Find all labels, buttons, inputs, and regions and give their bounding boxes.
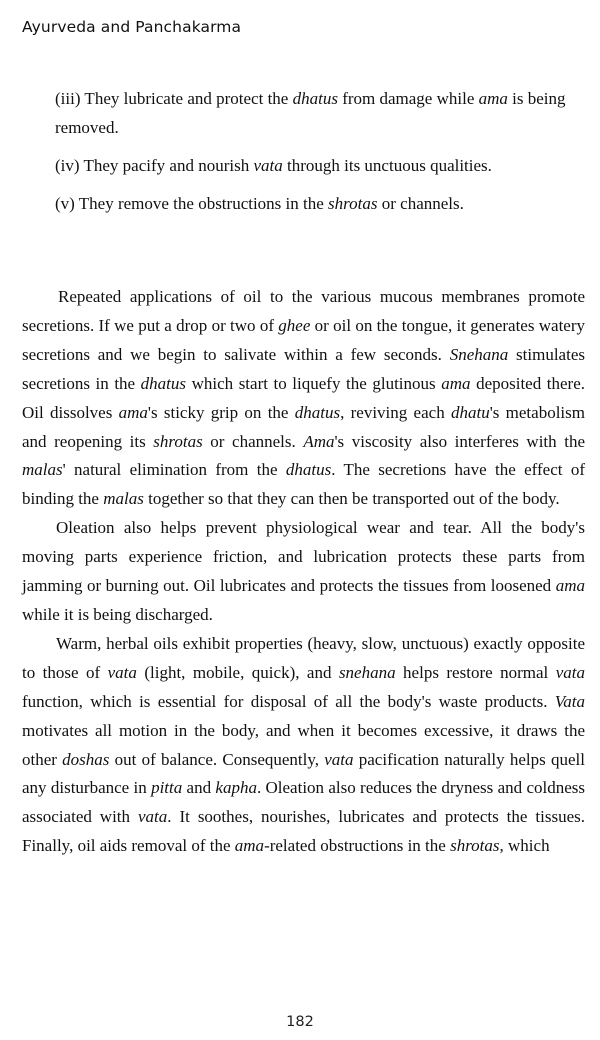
italic-term: dhatus [140,373,187,393]
italic-term: doshas [62,749,110,769]
italic-term: Vata [554,691,585,711]
italic-term: snehana [338,662,396,682]
italic-term: vata [253,156,283,175]
italic-term: dhatus [285,460,332,480]
running-head: Ayurveda and Panchakarma [22,18,242,36]
italic-term: ama [555,576,585,596]
italic-term: shrotas [450,836,500,856]
italic-term: malas [103,489,144,509]
italic-term: Ama [303,431,335,451]
italic-term: shrotas [153,431,203,451]
paragraph: Repeated applications of oil to the various mucous membranes promote secretions. If we put a drop or two of ghee or oil on the tongue, it generates watery secretions and we begin to salivate within a few seconds. Snehana stimulates secretions in the dhatus which start to liquefy the glutinous ama deposited there. Oil dissolves ama's sticky grip on the dhatus, reviving each dhatu's metabolism and reopening its shrotas or channels. Ama's viscosity also interferes with the malas' natural elimination from the dhatus. The secretions have the effect of binding the malas together so that they can then be transported out of the body. [22,287,586,509]
italic-term: pitta [151,778,183,798]
italic-term: vata [107,662,137,682]
italic-term: kapha [215,778,257,798]
paragraph: Oleation also helps prevent physiological wear and tear. All the body's moving parts experience friction, and lubrication protects these parts from jamming or burning out. Oil lubricates and protects the tissues from loosened ama while it is being discharged. [22,518,585,624]
italic-term: ghee [278,315,311,335]
body-text [22,283,585,861]
list-item: (iv) They pacify and nourish vata through its unctuous qualities. [55,156,492,175]
italic-term: ama [234,836,265,856]
italic-term: dhatus [294,402,341,422]
page-number: 182 [286,1014,314,1030]
paragraph: Warm, herbal oils exhibit properties (heavy, slow, unctuous) exactly opposite to those of vata (light, mobile, quick), and snehana helps restore normal vata function, which is essential for disposal of all the body's waste products. Vata motivates all motion in the body, and when it becomes excessive, it draws the other doshas out of balance. Consequently, vata pacification naturally helps quell any disturbance in pitta and kapha. Oleation also reduces the dryness and coldness associated with vata. It soothes, nourishes, lubricates and protects the tissues. Finally, oil aids removal of the ama-related obstructions in the shrotas, which [22,633,585,856]
numbered-list [55,84,585,227]
italic-term: dhatus [292,89,338,108]
italic-term: Snehana [449,344,509,364]
italic-term: shrotas [328,194,378,213]
italic-term: ama [118,402,148,422]
italic-term: dhatu [450,402,490,422]
italic-term: vata [138,807,168,827]
italic-term: malas [22,460,63,480]
list-item: (v) They remove the obstructions in the shrotas or channels. [55,194,464,213]
list-item: (iii) They lubricate and protect the dhatus from damage while ama is being removed. [55,89,566,137]
italic-term: vata [555,662,585,682]
italic-term: vata [324,749,354,769]
italic-term: ama [478,89,508,108]
italic-term: ama [441,373,471,393]
